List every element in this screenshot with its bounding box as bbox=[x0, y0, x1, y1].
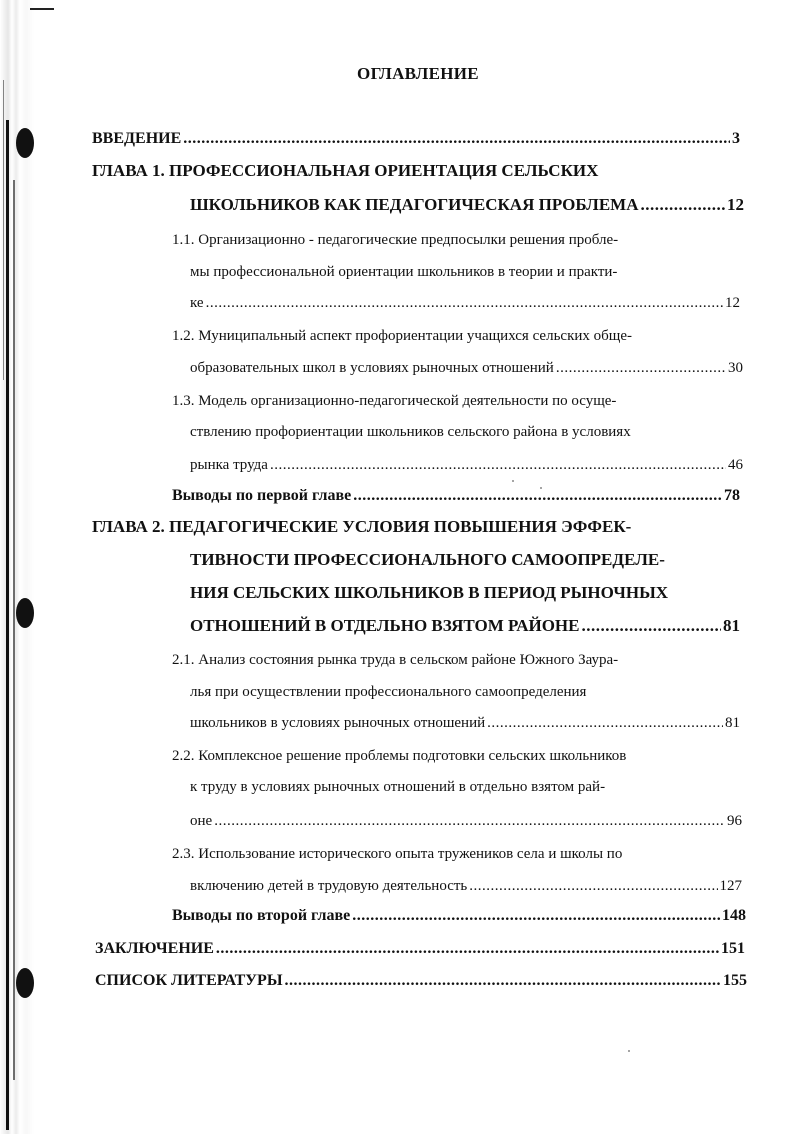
toc-label: ке bbox=[190, 295, 204, 311]
toc-page-number: 30 bbox=[728, 360, 743, 376]
toc-label: школьников в условиях рыночных отношений bbox=[190, 715, 486, 731]
toc-page-number: 3 bbox=[732, 130, 740, 147]
toc-label: ШКОЛЬНИКОВ КАК ПЕДАГОГИЧЕСКАЯ ПРОБЛЕМА bbox=[190, 195, 639, 214]
toc-page-number: 155 bbox=[723, 972, 747, 989]
toc-leader bbox=[285, 972, 721, 990]
toc-page-number: 148 bbox=[722, 907, 746, 924]
toc-page-number: 96 bbox=[727, 813, 742, 829]
toc-page-number: 81 bbox=[723, 616, 740, 635]
toc-entry-section-2-2[interactable] bbox=[190, 812, 742, 830]
scan-speck bbox=[628, 1050, 630, 1052]
section-2-1-line2: лья при осуществлении профессионального самоопределения bbox=[190, 684, 587, 700]
toc-page-number: 12 bbox=[727, 195, 744, 214]
toc-leader bbox=[183, 130, 730, 148]
toc-leader bbox=[206, 294, 723, 312]
binding-hole-2 bbox=[16, 598, 34, 628]
chapter2-title-line3: НИЯ СЕЛЬСКИХ ШКОЛЬНИКОВ В ПЕРИОД РЫНОЧНЫХ bbox=[190, 583, 669, 602]
toc-leader bbox=[640, 196, 725, 214]
toc-entry-conclusion[interactable] bbox=[95, 940, 745, 958]
toc-entry-section-1-2[interactable] bbox=[190, 359, 743, 377]
toc-entry-section-2-3[interactable] bbox=[190, 877, 742, 895]
toc-label: Выводы по первой главе bbox=[172, 487, 352, 504]
toc-leader bbox=[214, 812, 725, 830]
toc-entry-chapter2[interactable] bbox=[190, 617, 740, 635]
toc-label: оне bbox=[190, 813, 213, 829]
section-1-1-line1[interactable]: 1.1. Организационно - педагогические предпосылки решения пробле- bbox=[172, 232, 619, 248]
toc-leader bbox=[270, 456, 726, 474]
toc-entry-intro[interactable] bbox=[92, 130, 740, 148]
toc-label: СПИСОК ЛИТЕРАТУРЫ bbox=[95, 972, 283, 989]
section-1-1-line2: мы профессиональной ориентации школьников в теории и практи- bbox=[190, 264, 618, 280]
toc-leader bbox=[556, 359, 726, 377]
binding-hole-3 bbox=[16, 968, 34, 998]
toc-page-number: 12 bbox=[725, 295, 740, 311]
section-2-2-line2: к труду в условиях рыночных отношений в отдельно взятом рай- bbox=[190, 779, 606, 795]
toc-entry-section-2-1[interactable] bbox=[190, 714, 740, 732]
toc-label: образовательных школ в условиях рыночных отношений bbox=[190, 360, 554, 376]
toc-entry-chapter2-conclusions[interactable] bbox=[172, 907, 746, 925]
section-2-1-line1[interactable]: 2.1. Анализ состояния рынка труда в сельском районе Южного Заура- bbox=[172, 652, 619, 668]
chapter1-title-line1[interactable]: ГЛАВА 1. ПРОФЕССИОНАЛЬНАЯ ОРИЕНТАЦИЯ СЕЛЬСКИХ bbox=[92, 161, 599, 180]
chapter2-title-line1[interactable]: ГЛАВА 2. ПЕДАГОГИЧЕСКИЕ УСЛОВИЯ ПОВЫШЕНИЯ ЭФФЕК- bbox=[92, 517, 632, 536]
toc-leader bbox=[582, 617, 722, 635]
section-1-3-line2: ствлению профориентации школьников сельского района в условиях bbox=[190, 424, 631, 440]
scan-binding-edge bbox=[0, 0, 34, 1134]
chapter2-title-line2: ТИВНОСТИ ПРОФЕССИОНАЛЬНОГО САМООПРЕДЕЛЕ- bbox=[190, 550, 665, 569]
toc-label: ВВЕДЕНИЕ bbox=[92, 130, 182, 147]
toc-page-number: 78 bbox=[724, 487, 740, 504]
toc-label: ЗАКЛЮЧЕНИЕ bbox=[95, 940, 214, 957]
section-1-3-line1[interactable]: 1.3. Модель организационно-педагогической деятельности по осуще- bbox=[172, 393, 617, 409]
toc-entry-chapter1[interactable] bbox=[190, 196, 744, 214]
binding-hole-1 bbox=[16, 128, 34, 158]
toc-leader bbox=[216, 940, 719, 958]
toc-label: рынка труда bbox=[190, 457, 268, 473]
section-2-2-line1[interactable]: 2.2. Комплексное решение проблемы подготовки сельских школьников bbox=[172, 748, 627, 764]
toc-label: ОТНОШЕНИЙ В ОТДЕЛЬНО ВЗЯТОМ РАЙОНЕ bbox=[190, 616, 580, 635]
toc-entry-bibliography[interactable] bbox=[95, 972, 747, 990]
scan-mark bbox=[30, 8, 54, 10]
toc-label: включению детей в трудовую деятельность bbox=[190, 878, 468, 894]
toc-label: Выводы по второй главе bbox=[172, 907, 351, 924]
toc-page-number: 127 bbox=[719, 878, 742, 894]
section-1-2-line1[interactable]: 1.2. Муниципальный аспект профориентации учащихся сельских обще- bbox=[172, 328, 632, 344]
toc-leader bbox=[469, 877, 717, 895]
toc-entry-section-1-3[interactable] bbox=[190, 456, 743, 474]
scan-speck bbox=[512, 480, 514, 482]
toc-leader bbox=[353, 487, 722, 505]
toc-title: ОГЛАВЛЕНИЕ bbox=[357, 64, 479, 83]
toc-entry-chapter1-conclusions[interactable] bbox=[172, 487, 740, 505]
toc-page-number: 151 bbox=[721, 940, 745, 957]
toc-page-number: 46 bbox=[728, 457, 743, 473]
toc-entry-section-1-1[interactable] bbox=[190, 294, 740, 312]
toc-page-number: 81 bbox=[725, 715, 740, 731]
toc-leader bbox=[487, 714, 723, 732]
section-2-3-line1[interactable]: 2.3. Использование исторического опыта тружеников села и школы по bbox=[172, 846, 623, 862]
toc-leader bbox=[352, 907, 720, 925]
